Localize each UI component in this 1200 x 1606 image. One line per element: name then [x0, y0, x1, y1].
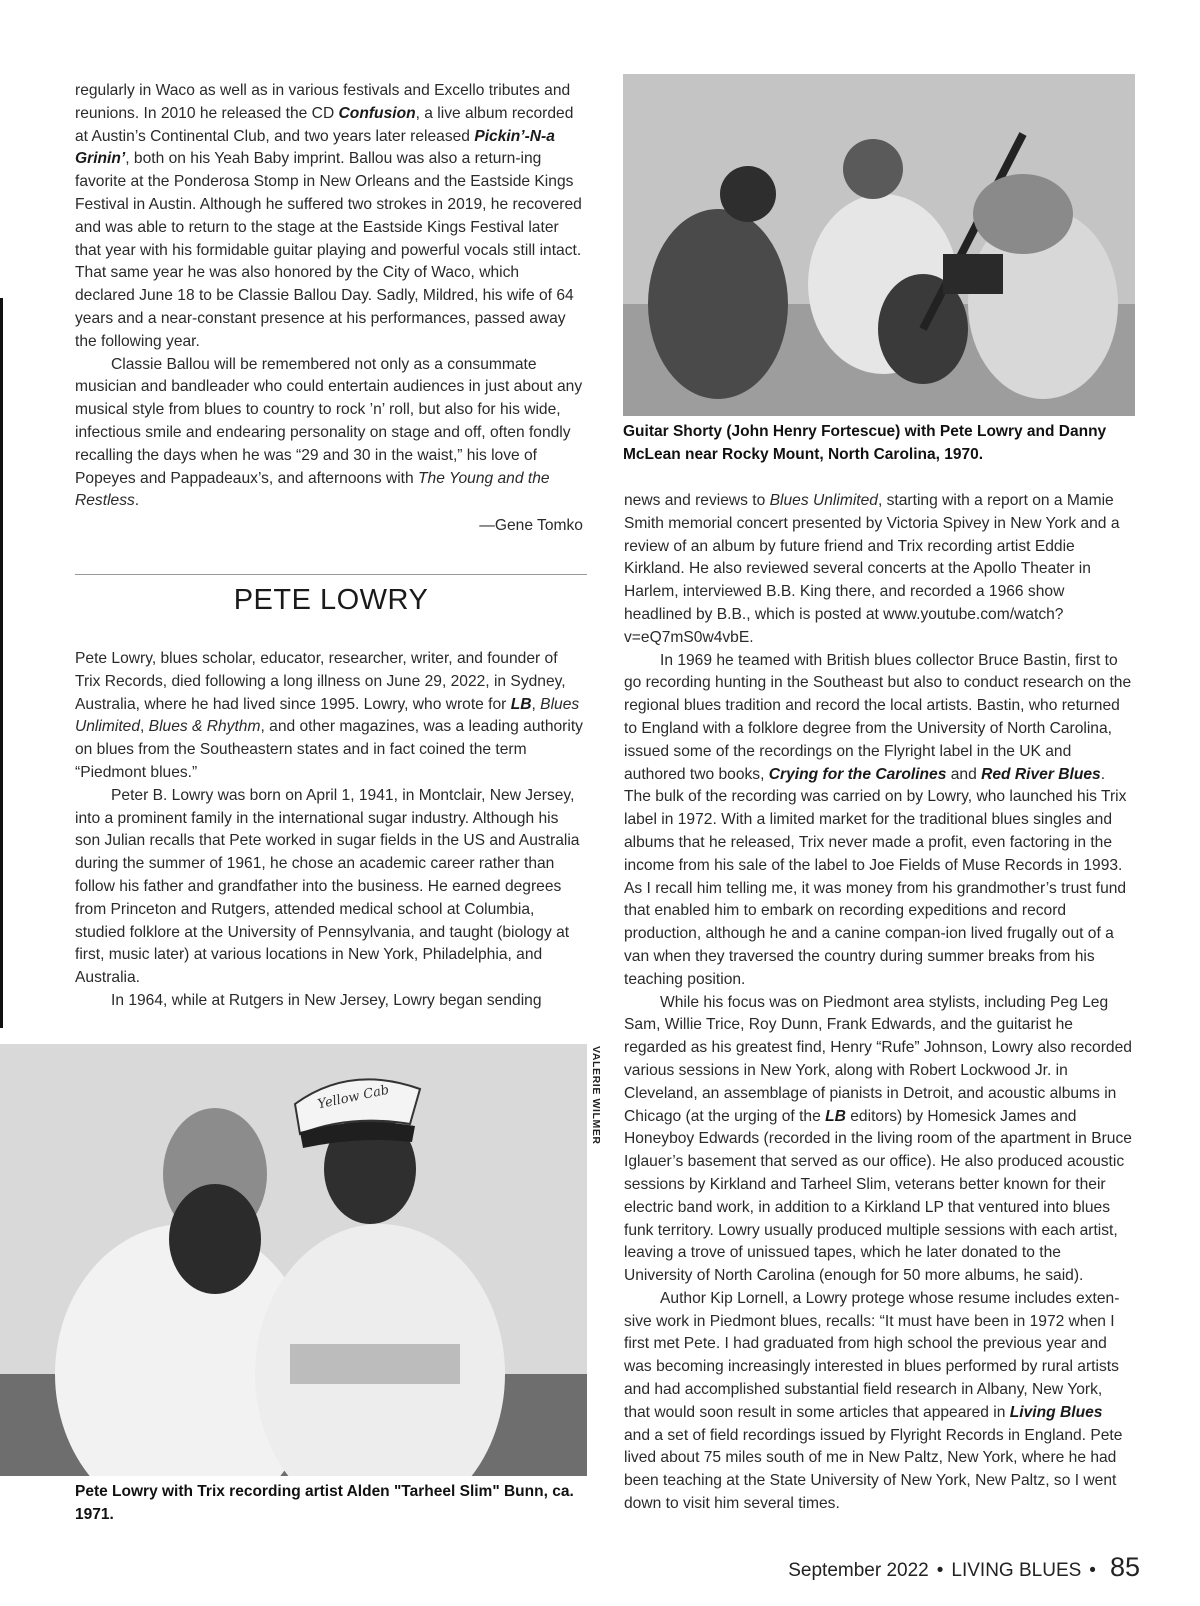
footer-separator: • — [936, 1560, 944, 1581]
photo-illustration — [0, 1044, 587, 1476]
section-divider — [75, 574, 587, 575]
photo-credit: VALERIE WILMER — [590, 1046, 602, 1145]
ballou-paragraph-2: Classie Ballou will be remembered not only as a consummate musician and bandleader who could entertain audiences in just about any musical style from blues to country to rock ’n’ roll, but also for his wide, infectious smile and endearing personality on stage and off, often fondly recalling the days when he was “29 and 30 in the waist,” his love of Popeyes and Pappadeaux’s, and afternoons with The Young and the Restless. — [75, 355, 583, 510]
photo-caption-guitar-shorty: Guitar Shorty (John Henry Fortescue) with Pete Lowry and Danny McLean near Rocky Mount, North Carolina, 1970. — [623, 423, 1107, 463]
lowry-obituary-text-left — [75, 648, 583, 1013]
magazine-abbrev: LB — [510, 695, 532, 713]
photo-caption-lowry-tarheel-slim: Pete Lowry with Trix recording artist Alden "Tarheel Slim" Bunn, ca. 1971. — [75, 1483, 574, 1523]
magazine-name: LIVING BLUES — [951, 1560, 1082, 1581]
album-title: Confusion — [338, 104, 416, 122]
lowry-paragraph-6: While his focus was on Piedmont area stylists, including Peg Leg Sam, Willie Trice, Roy Dunn, Frank Edwards, and the guitarist he regarded as his greatest find, Henry “Rufe” Johnson, Lowry also recorded various sessions in New York, along with Robert Lockwood Jr. in Cleveland, an assemblage of pianists in Detroit, and acoustic albums in Chicago (at the urging of the LB editors) by Homesick James and Honeyboy Edwards (recorded in the living room of the apartment in Bruce Iglauer’s basement that served as our office). He also produced acoustic sessions by Kirkland and Tarheel Slim, veterans better known for their electric band work, in addition to a Kirkland LP that ventured into blues funk territory. Lowry usually produced multiple sessions with each artist, leaving a trove of unissued tapes, which he later donated to the University of North Carolina (enough for 50 more albums, he said). — [624, 993, 1132, 1285]
book-title: Red River Blues — [981, 765, 1101, 783]
lowry-paragraph-4: news and reviews to Blues Unlimited, starting with a report on a Mamie Smith memorial concert presented by Victoria Spivey in New York and a review of an album by future friend and Trix recording artist Eddie Kirkland. He also reviewed several concerts at the Apollo Theater in Harlem, interviewed B.B. King there, and recorded a 1966 show headlined by B.B., which is posted at www.youtube.com/watch?v=eQ7mS0w4vbE. — [624, 492, 1120, 646]
magazine-abbrev: LB — [825, 1107, 846, 1125]
photo-lowry-tarheel-slim — [0, 1044, 587, 1476]
lowry-paragraph-7: Author Kip Lornell, a Lowry protege whose resume includes exten-sive work in Piedmont blues, recalls: “It must have been in 1972 when I first met Pete. I had graduated from high school the previous year and was becoming increasingly interested in blues performed by rural artists and had accomplished substantial field research in Albany, New York, that would soon result in some articles that appeared in Living Blues and a set of field recordings issued by Flyright Records in England. Pete lived about 75 miles south of me in New Paltz, New York, where he had been teaching at the State University of New York, New Paltz, so I went down to visit him several times. — [624, 1289, 1123, 1513]
issue-date: September 2022 — [788, 1560, 929, 1581]
book-title: Crying for the Carolines — [768, 765, 947, 783]
cap-text: Yellow Cab — [316, 1082, 391, 1113]
byline: —Gene Tomko — [479, 517, 583, 535]
album-title: Pickin’-N-a Grinin’ — [75, 127, 555, 168]
lowry-paragraph-3: In 1964, while at Rutgers in New Jersey, Lowry began sending — [111, 991, 542, 1009]
lowry-paragraph-2: Peter B. Lowry was born on April 1, 1941, in Montclair, New Jersey, into a prominent family in the international sugar industry. Although his son Julian recalls that Pete worked in sugar fields in the US and Australia during the summer of 1961, he chose an academic career rather than follow his father and grandfather into the business. He earned degrees from Princeton and Rutgers, attended medical school at Columbia, studied folklore at the University of Pennsylvania, and taught (biology at first, music later) at various locations in New York, Philadelphia, and Australia. — [75, 786, 580, 987]
photo-guitar-shorty — [623, 74, 1135, 416]
footer-separator: • — [1089, 1560, 1096, 1581]
obituary-headline: PETE LOWRY — [233, 584, 429, 616]
photo-illustration — [623, 74, 1135, 416]
page-number: 85 — [1109, 1552, 1140, 1582]
page-footer — [788, 1552, 1140, 1583]
magazine-title: Blues Unlimited — [769, 492, 878, 509]
lowry-obituary-text-right — [624, 490, 1132, 1516]
magazine-title: Blues Unlimited — [75, 695, 580, 736]
magazine-title: Living Blues — [1009, 1403, 1103, 1421]
lowry-paragraph-1: Pete Lowry, blues scholar, educator, researcher, writer, and founder of Trix Records, died following a long illness on June 29, 2022, in Sydney, Australia, where he had lived since 1995. Lowry, who wrote for LB, Blues Unlimited, Blues & Rhythm, and other magazines, was a leading authority on blues from the Southeastern states and in fact coined the term “Piedmont blues.” — [75, 650, 583, 781]
ballou-obituary-text — [75, 80, 583, 538]
magazine-title: Blues & Rhythm — [148, 718, 261, 736]
page-edge-bar — [0, 298, 3, 1028]
tv-show-title: The Young and the Restless — [75, 469, 550, 510]
ballou-paragraph-1: regularly in Waco as well as in various festivals and Excello tributes and reunions. In 2010 he released the CD Confusion, a live album recorded at Austin’s Continental Club, and two years later released Pickin’-N-a Grinin’, both on his Yeah Baby imprint. Ballou was also a return-ing favorite at the Ponderosa Stomp in New Orleans and the Eastside Kings Festival in Austin. Although he suffered two strokes in 2019, he recovered and was able to return to the stage at the Eastside Kings Festival later that year with his formidable guitar playing and powerful vocals still intact. That same year he was also honored by the City of Waco, which declared June 18 to be Classie Ballou Day. Sadly, Mildred, his wife of 64 years and a near-constant presence at his performances, passed away the following year. — [75, 82, 582, 350]
lowry-paragraph-5: In 1969 he teamed with British blues collector Bruce Bastin, first to go recording hunting in the Southeast but also to conduct research on the regional blues tradition and record the local artists. Bastin, who returned to England with a folklore degree from the University of North Carolina, issued some of the recordings on the Flyright label in the UK and authored two books, Crying for the Carolines and Red River Blues. The bulk of the recording was carried on by Lowry, who launched his Trix label in 1972. With a limited market for the traditional blues singles and albums that he released, Trix never made a profit, even factoring in the income from his sale of the label to Joe Fields of Muse Records in 1993. As I recall him telling me, it was money from his grandmother’s trust fund that enabled him to embark on recording expeditions and record production, although he and a canine compan-ion lived frugally out of a van when they traversed the country during summer breaks from his teaching position. — [624, 651, 1132, 988]
